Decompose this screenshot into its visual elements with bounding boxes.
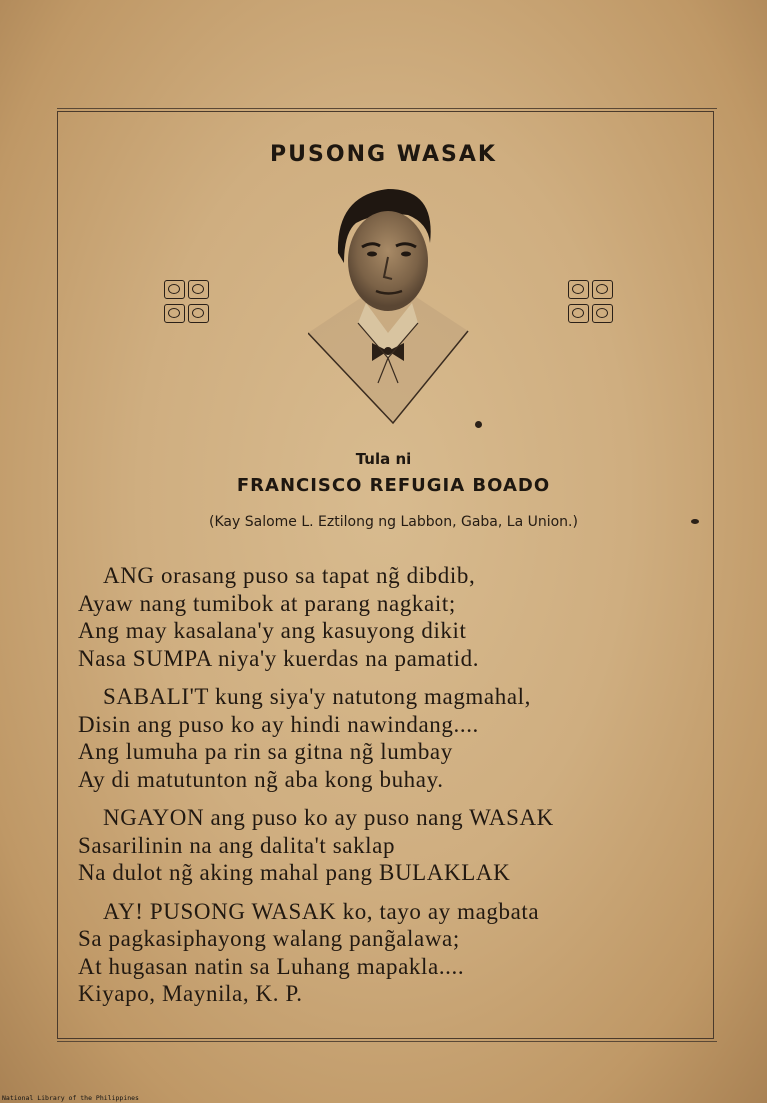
poem-line: Disin ang puso ko ay hindi nawindang.... <box>78 711 479 737</box>
author-portrait <box>308 183 470 428</box>
ornament-left-icon <box>164 280 214 326</box>
dedication: (Kay Salome L. Eztilong ng Labbon, Gaba, La Union.) <box>209 514 578 530</box>
poem-line: SABALI'T kung siya'y natutong magmahal, <box>103 684 531 709</box>
ink-dot <box>475 421 482 428</box>
poem-body <box>78 562 708 1019</box>
poem-title: PUSONG WASAK <box>270 142 497 167</box>
bottom-rule <box>57 1041 717 1042</box>
poem-signature: Kiyapo, Maynila, K. P. <box>78 981 303 1006</box>
poem-line: Sa pagkasiphayong walang pang̃alawa; <box>78 926 460 951</box>
poem-line: AY! PUSONG WASAK ko, tayo ay magbata <box>103 898 540 924</box>
poem-line: Ang may kasalana'y ang kasuyong dikit <box>78 618 467 643</box>
author-name: FRANCISCO REFUGIA BOADO <box>236 475 551 496</box>
poem-line: Na dulot ng̃ aking mahal pang BULAKLAK <box>78 860 511 885</box>
stanza-3 <box>78 804 708 887</box>
poem-line: Sasarilinin na ang dalita't saklap <box>78 832 396 858</box>
poem-line: Ay di matutunton ng̃ aba kong buhay. <box>78 766 444 792</box>
poem-line: Ayaw nang tumibok at parang nagkait; <box>78 590 456 616</box>
poem-line: NGAYON ang puso ko ay puso nang WASAK <box>103 805 554 830</box>
poem-line: ANG orasang puso sa tapat ng̃ dibdib, <box>103 563 476 588</box>
library-credit: National Library of the Philippines <box>2 1094 139 1102</box>
poem-line: Nasa SUMPA niya'y kuerdas na pamatid. <box>78 645 480 671</box>
poem-line: At hugasan natin sa Luhang mapakla.... <box>78 953 465 979</box>
poem-line: Ang lumuha pa rin sa gitna ng̃ lumbay <box>78 739 453 764</box>
stanza-1 <box>78 562 708 672</box>
stanza-4 <box>78 898 708 1008</box>
stanza-2 <box>78 683 708 793</box>
top-rule <box>57 108 717 109</box>
ornament-right-icon <box>568 280 618 326</box>
byline-prefix: Tula ni <box>355 450 412 468</box>
